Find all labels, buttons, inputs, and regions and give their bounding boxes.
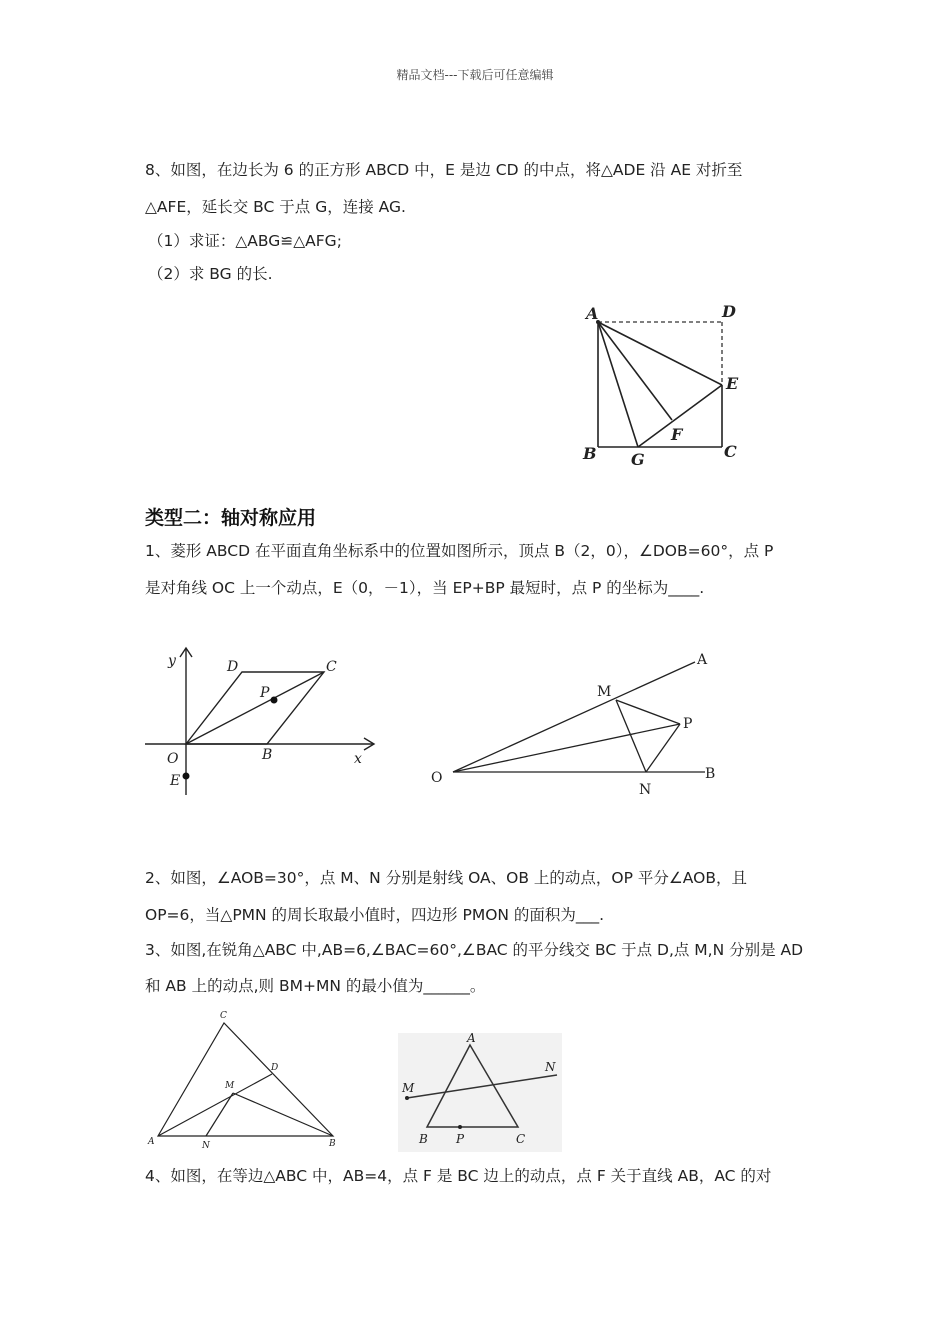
label-P: P <box>683 716 693 732</box>
problem8-line1: 8、如图，在边长为 6 的正方形 ABCD 中，E 是边 CD 的中点，将△ADE 沿 AE 对折至 <box>145 161 743 179</box>
label-N: N <box>639 782 652 798</box>
label-F: F <box>671 425 683 444</box>
acute-triangle-figure <box>140 1005 350 1153</box>
q4-line1: 4、如图，在等边△ABC 中，AB=4，点 F 是 BC 边上的动点，点 F 关于直线 AB，AC 的对 <box>145 1167 772 1185</box>
label-O: O <box>167 751 179 767</box>
page-header: 精品文档---下载后可任意编辑 <box>396 68 554 82</box>
q1-line1: 1、菱形 ABCD 在平面直角坐标系中的位置如图所示，顶点 B（2，0），∠DOB=60°，点 P <box>145 542 774 560</box>
label-N: N <box>545 1060 556 1074</box>
label-D: D <box>227 659 239 675</box>
label-D: D <box>271 1063 279 1073</box>
label-C: C <box>516 1132 526 1146</box>
label-B: B <box>419 1132 428 1146</box>
label-A: A <box>148 1137 155 1147</box>
label-B: B <box>329 1139 336 1149</box>
q3-line2: 和 AB 上的动点,则 BM+MN 的最小值为______。 <box>145 977 486 995</box>
axis-label-y: y <box>168 653 176 669</box>
q3-line1: 3、如图,在锐角△ABC 中,AB=6,∠BAC=60°,∠BAC 的平分线交 BC 于点 D,点 M,N 分别是 AD <box>145 941 804 959</box>
label-M: M <box>225 1081 235 1091</box>
label-M: M <box>402 1081 415 1095</box>
rhombus-coordinate-figure <box>140 645 380 795</box>
angle-bisector-figure <box>425 645 725 805</box>
problem8-part1: （1）求证：△ABG≌△AFG; <box>148 232 342 250</box>
label-O: O <box>431 770 443 786</box>
q2-line2: OP=6，当△PMN 的周长取最小值时，四边形 PMON 的面积为___. <box>145 906 605 924</box>
label-E: E <box>726 374 739 393</box>
problem8-part2: （2）求 BG 的长. <box>148 265 273 283</box>
label-D: D <box>722 302 736 321</box>
problem8-line2: △AFE，延长交 BC 于点 G，连接 AG. <box>145 198 406 216</box>
label-C: C <box>326 659 337 675</box>
label-C: C <box>220 1011 227 1021</box>
label-N: N <box>202 1141 210 1151</box>
label-A: A <box>467 1031 476 1045</box>
square-fold-figure <box>575 298 745 473</box>
label-A: A <box>586 304 599 323</box>
label-E: E <box>170 773 181 789</box>
q2-line1: 2、如图，∠AOB=30°，点 M、N 分别是射线 OA、OB 上的动点，OP 平分∠AOB，且 <box>145 869 747 887</box>
q1-line2: 是对角线 OC 上一个动点，E（0，－1），当 EP+BP 最短时，点 P 的坐标为____. <box>145 579 705 597</box>
section-title: 类型二：轴对称应用 <box>145 507 317 529</box>
label-P: P <box>260 685 270 701</box>
label-G: G <box>631 450 645 469</box>
label-A: A <box>697 652 708 668</box>
label-C: C <box>724 442 737 461</box>
label-M: M <box>597 684 612 700</box>
equilateral-triangle-figure <box>395 1030 565 1155</box>
label-B: B <box>705 766 716 782</box>
axis-label-x: x <box>354 751 362 767</box>
label-B: B <box>583 444 597 463</box>
label-B: B <box>262 747 273 763</box>
label-P: P <box>456 1132 465 1146</box>
